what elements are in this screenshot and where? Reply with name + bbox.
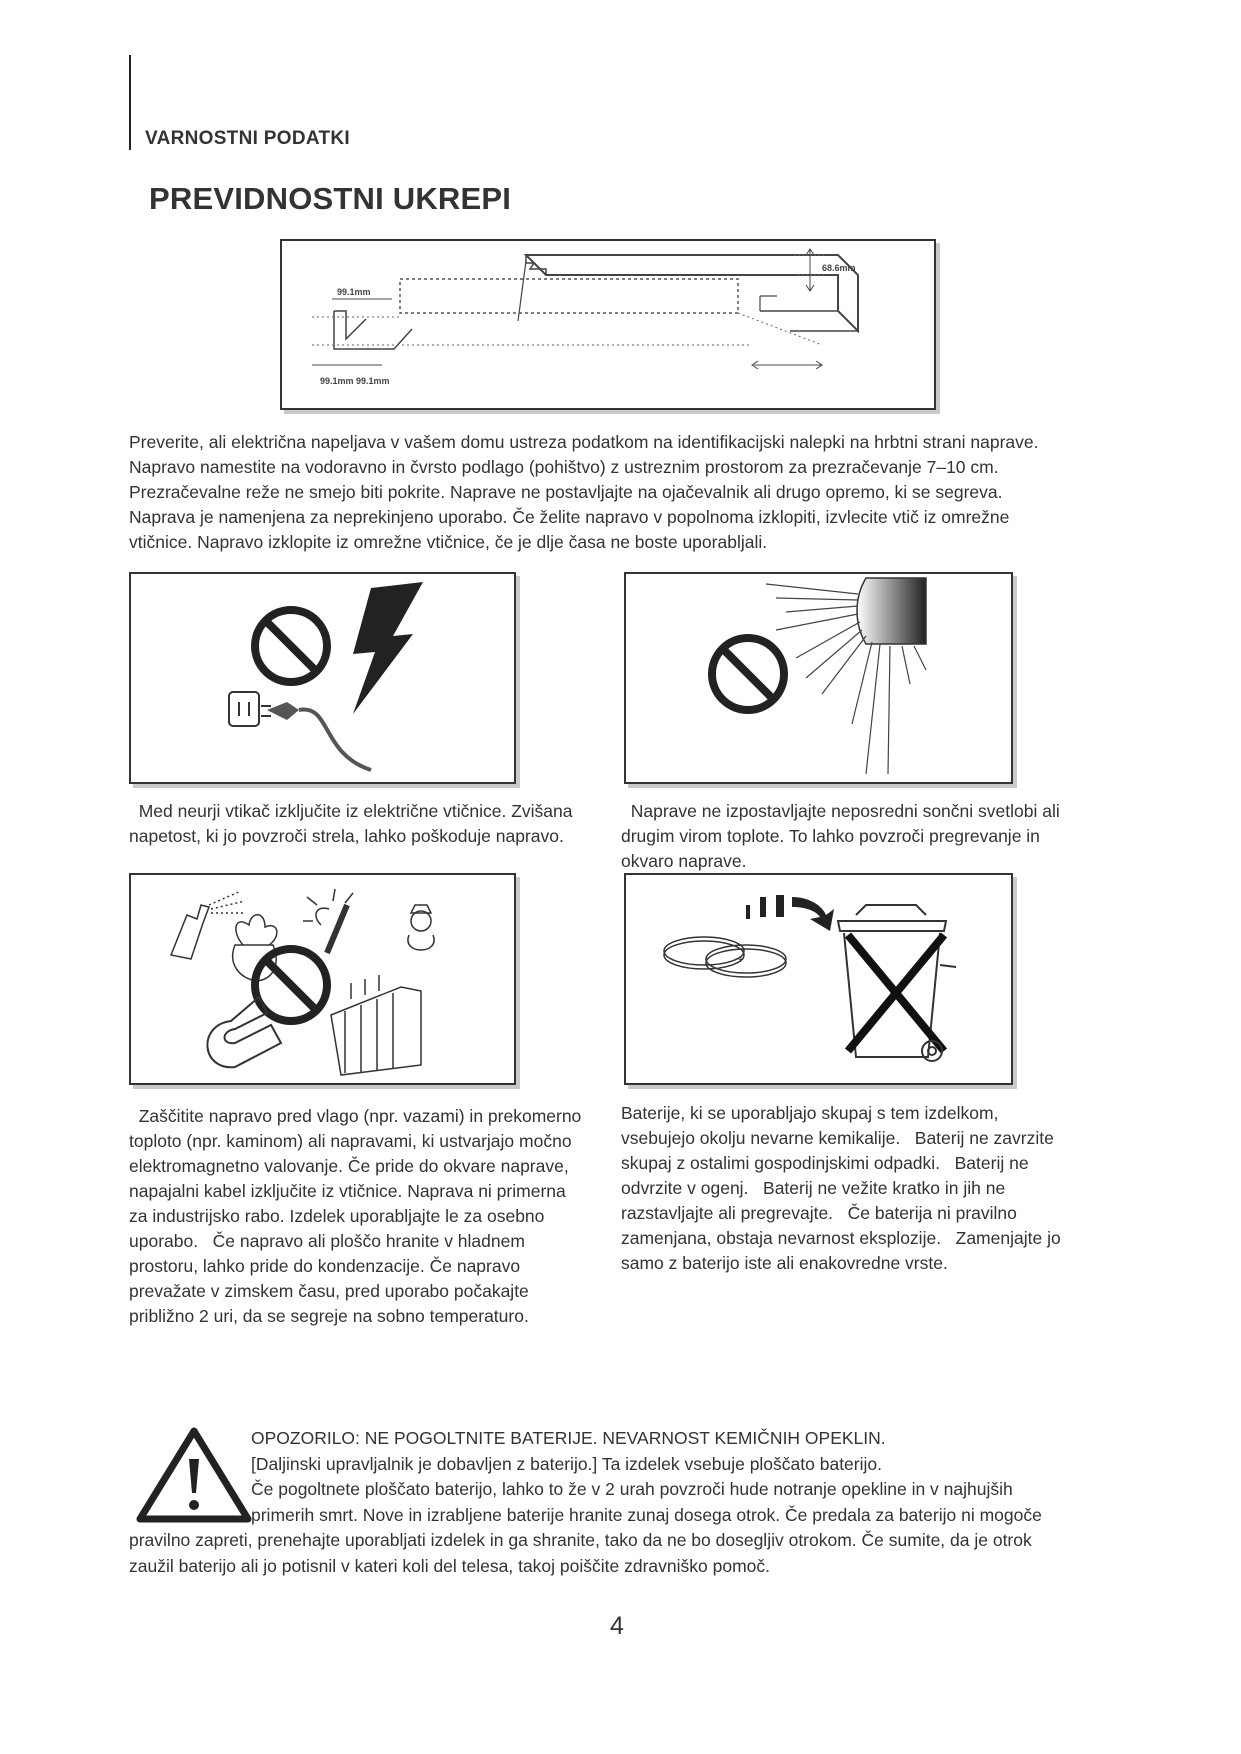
caution-lightning-text <box>129 799 609 849</box>
prohibition-icon <box>255 905 347 1021</box>
snowman-icon <box>408 905 434 950</box>
warning-text-continued <box>129 1528 1119 1579</box>
arrow-icon <box>746 895 834 931</box>
caution-line: Zaščitite napravo pred vlago (npr. vazami) in prekomerno <box>129 1106 582 1126</box>
dim-bottom-label: 99.1mm 99.1mm <box>320 376 390 386</box>
moisture-heat-illustration <box>129 873 516 1085</box>
heater-icon <box>331 975 421 1075</box>
intro-line: Naprava je namenjena za neprekinjeno uporabo. Če želite napravo v popolnoma izklopiti, izvlecite vtič iz omrežne <box>129 507 1010 527</box>
caution-line: prostoru, lahko pride do kondenzacije. Če napravo <box>129 1256 521 1276</box>
crossed-bin-icon <box>838 905 956 1061</box>
caution-line: Med neurji vtikač izključite iz električne vtičnice. Zvišana <box>129 801 573 821</box>
caution-line: približno 2 uri, da se segreje na sobno temperaturo. <box>129 1306 529 1326</box>
battery-disposal-illustration <box>624 873 1013 1085</box>
warning-line: OPOZORILO: NE POGOLTNITE BATERIJE. NEVARNOST KEMIČNIH OPEKLIN. <box>251 1428 886 1448</box>
svg-text:+: + <box>738 955 744 966</box>
magnet-icon <box>207 997 281 1067</box>
intro-text <box>129 430 1129 555</box>
warning-line: pravilno zapreti, prenehajte uporabljati izdelek in ga shranite, tako da ne bo dosegljiv otrokom. Če sumite, da je otrok <box>129 1530 1032 1550</box>
caution-line: skupaj z ostalimi gospodinjskimi odpadki. Baterij ne <box>621 1153 1029 1173</box>
battery-disposal-drawing <box>626 875 1011 1083</box>
caution-line: uporabo. Če napravo ali ploščo hranite v hladnem <box>129 1231 525 1251</box>
caution-line: Baterije, ki se uporabljajo skupaj s tem izdelkom, <box>621 1103 999 1123</box>
caution-line: okvaro naprave. <box>621 851 747 871</box>
sun-icon <box>857 578 926 644</box>
warning-line: primerih smrt. Nove in izrabljene baterije hranite zunaj dosega otrok. Če predala za baterijo ni mogoče <box>251 1504 1042 1525</box>
intro-line: Prezračevalne reže ne smejo biti pokrite. Naprave ne postavljajte na ojačevalnik ali drugo opremo, ki se segreva. <box>129 482 1003 502</box>
intro-line: Preverite, ali električna napeljava v vašem domu ustreza podatkom na identifikacijski nalepki na hrbtni strani naprave. <box>129 432 1039 452</box>
warning-line: Če pogoltnete ploščato baterijo, lahko to že v 2 urah povzroči hude notranje opekline in v najhujših <box>251 1479 1013 1499</box>
ventilation-diagram-drawing <box>282 241 934 408</box>
margin-rule <box>129 55 131 150</box>
caution-line: vsebujejo okolju nevarne kemikalije. Baterij ne zavrzite <box>621 1128 1054 1148</box>
coin-battery-icon <box>664 937 786 977</box>
intro-line: vtičnice. Napravo izklopite iz omrežne vtičnice, če je dlje časa ne boste uporabljali. <box>129 532 768 552</box>
caution-line: razstavljajte ali pregrevajte. Če baterija ni pravilno <box>621 1203 1017 1223</box>
intro-line: Napravo namestite na vodoravno in čvrsto podlago (pohištvo) z ustreznim prostorom za prezračevanje 7–10 cm. <box>129 457 999 477</box>
lightning-bolt-icon <box>353 582 423 714</box>
dim-left-label: 99.1mm <box>337 287 371 297</box>
caution-line: Naprave ne izpostavljajte neposredni sončni svetlobi ali <box>621 801 1060 821</box>
power-plug-icon <box>229 692 371 770</box>
warning-triangle-icon <box>133 1425 255 1525</box>
dim-top-label: 68.6mm <box>822 263 856 273</box>
caution-line: zamenjana, obstaja nevarnost eksplozije. Zamenjajte jo <box>621 1228 1061 1248</box>
lightning-illustration <box>129 572 516 784</box>
page-title: PREVIDNOSTNI UKREPI <box>149 181 512 216</box>
page-number: 4 <box>610 1612 624 1640</box>
prohibition-icon <box>712 638 784 710</box>
caution-sunlight-text <box>621 799 1121 874</box>
caution-line: odvrzite v ogenj. Baterij ne vežite kratko in jih ne <box>621 1178 1006 1198</box>
moisture-heat-drawing <box>131 875 514 1083</box>
warning-line: [Daljinski upravljalnik je dobavljen z baterijo.] Ta izdelek vsebuje ploščato baterijo. <box>251 1453 882 1474</box>
prohibition-icon <box>255 610 327 682</box>
section-label: VARNOSTNI PODATKI <box>145 128 350 149</box>
caution-line: napajalni kabel izključite iz vtičnice. Naprava ni primerna <box>129 1181 566 1201</box>
warning-line: zaužil baterijo ali jo potisnil v kateri koli del telesa, takoj poiščite zdravniško pomoč. <box>129 1555 770 1576</box>
caution-batteries-text <box>621 1101 1121 1276</box>
sunlight-illustration <box>624 572 1013 784</box>
caution-line: toploto (npr. kaminom) ali napravami, ki ustvarjajo močno <box>129 1131 572 1151</box>
caution-line: samo z baterijo iste ali enakovredne vrste. <box>621 1253 948 1273</box>
caution-line: elektromagnetno valovanje. Če pride do okvare naprave, <box>129 1156 569 1176</box>
caution-line: napetost, ki jo povzroči strela, lahko poškoduje napravo. <box>129 826 564 846</box>
sunlight-drawing <box>626 574 1011 782</box>
ventilation-diagram <box>280 239 936 410</box>
caution-line: prevažate v zimskem času, pred uporabo počakajte <box>129 1281 529 1301</box>
lightning-drawing <box>131 574 514 782</box>
caution-moisture-text <box>129 1104 619 1329</box>
caution-line: za industrijsko rabo. Izdelek uporabljajte le za osebno <box>129 1206 545 1226</box>
caution-line: drugim virom toplote. To lahko povzroči pregrevanje in <box>621 826 1040 846</box>
warning-text <box>251 1426 1121 1528</box>
